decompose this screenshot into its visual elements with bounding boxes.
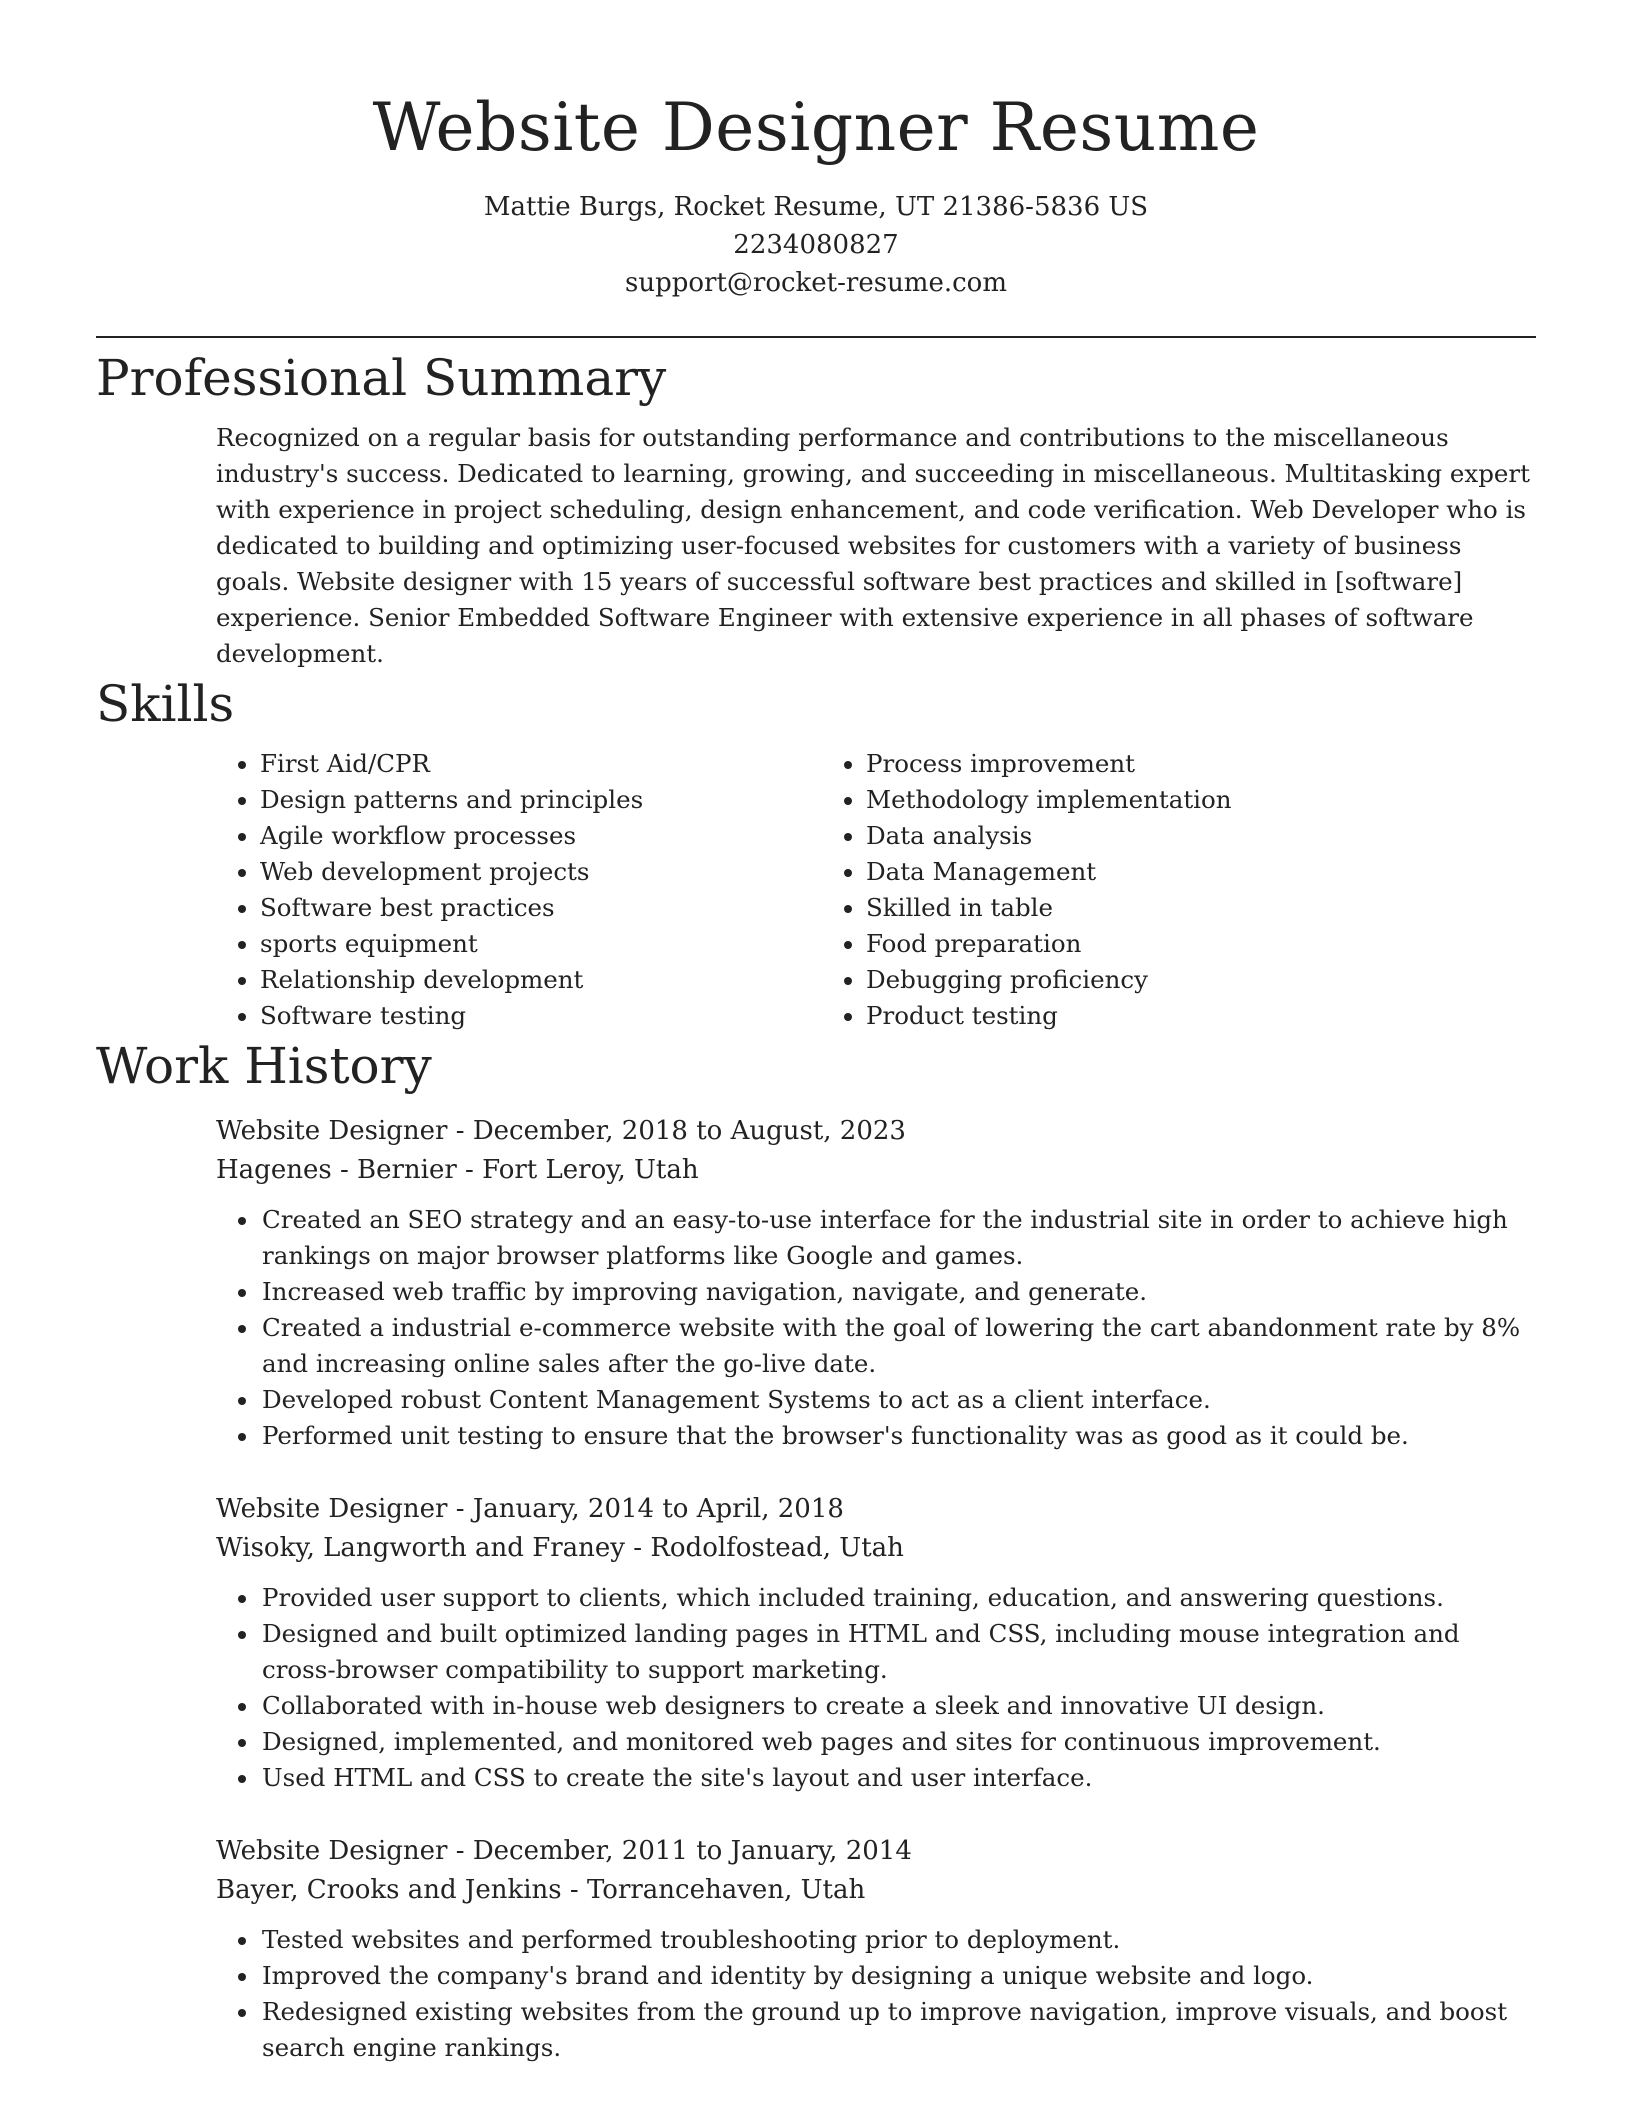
job-bullet: • Performed unit testing to ensure that the browser's functionality was as good as it could be. (260, 1418, 1536, 1454)
skill-item: • Process improvement (866, 746, 1522, 782)
job-title: Website Designer (216, 1836, 448, 1866)
job-company-line (216, 1871, 1536, 1910)
job-bullets (216, 1922, 1536, 2066)
job-bullet: • Developed robust Content Management Systems to act as a client interface. (260, 1382, 1536, 1418)
job-location: - Torrancehaven, Utah (561, 1875, 866, 1905)
job-dates: - January, 2014 to April, 2018 (447, 1494, 844, 1524)
job-dates: - December, 2018 to August, 2023 (447, 1116, 906, 1146)
skill-item: • Relationship development (260, 962, 822, 998)
skills-column-left (216, 746, 822, 1034)
job-company: Wisoky, Langworth and Franey (216, 1533, 625, 1563)
resume-page (96, 0, 1536, 2066)
summary-text: Recognized on a regular basis for outstanding performance and contributions to the miscellaneous industry's success. Dedicated to learning, growing, and succeeding in miscellaneous. Multitasking expert with experience in project scheduling, design enhancement, and code verification. Web Developer who is dedicated to building and optimizing user-focused websites for customers with a variety of business goals. Website designer with 15 years of successful software best practices and skilled in [software] experience. Senior Embedded Software Engineer with extensive experience in all phases of software development. (216, 423, 1530, 668)
contact-address: Mattie Burgs, Rocket Resume, UT 21386-5836 US (483, 192, 1149, 222)
skill-item: • Food preparation (866, 926, 1522, 962)
skill-item: • Product testing (866, 998, 1522, 1034)
job-bullets (216, 1580, 1536, 1796)
header-divider (96, 336, 1536, 338)
skill-item: • Software testing (260, 998, 822, 1034)
job-company: Hagenes - Bernier (216, 1155, 457, 1185)
job-bullet: • Used HTML and CSS to create the site's layout and user interface. (260, 1760, 1536, 1796)
skills-column-right (822, 746, 1522, 1034)
skill-item: • Methodology implementation (866, 782, 1522, 818)
contact-info (96, 188, 1536, 302)
job-title-line (216, 1490, 1536, 1529)
job-title-line (216, 1112, 1536, 1151)
job-bullet: • Tested websites and performed troubleshooting prior to deployment. (260, 1922, 1536, 1958)
contact-email: support@rocket-resume.com (624, 268, 1007, 298)
skill-item: • Debugging proficiency (866, 962, 1522, 998)
skills-heading: Skills (96, 675, 235, 733)
contact-phone: 2234080827 (733, 230, 899, 260)
skill-item: • Data Management (866, 854, 1522, 890)
job-location: - Fort Leroy, Utah (456, 1155, 699, 1185)
job-bullet: • Created a industrial e-commerce website with the goal of lowering the cart abandonment rate by 8% and increasing online sales after the go-live date. (260, 1310, 1536, 1382)
job-entry (216, 1832, 1536, 2066)
work-history-heading: Work History (96, 1037, 432, 1095)
job-company-line (216, 1529, 1536, 1568)
job-bullet: • Designed and built optimized landing pages in HTML and CSS, including mouse integration and cross-browser compatibility to support marketing. (260, 1616, 1536, 1688)
skill-item: • Web development projects (260, 854, 822, 890)
job-bullets (216, 1202, 1536, 1454)
skill-item: • sports equipment (260, 926, 822, 962)
job-entry (216, 1112, 1536, 1454)
job-bullet: • Provided user support to clients, which included training, education, and answering questions. (260, 1580, 1536, 1616)
resume-title: Website Designer Resume (372, 89, 1260, 166)
job-title: Website Designer (216, 1116, 448, 1146)
job-dates: - December, 2011 to January, 2014 (447, 1836, 912, 1866)
skill-item: • Skilled in table (866, 890, 1522, 926)
job-bullet: • Designed, implemented, and monitored web pages and sites for continuous improvement. (260, 1724, 1536, 1760)
skill-item: • First Aid/CPR (260, 746, 822, 782)
job-bullet: • Redesigned existing websites from the ground up to improve navigation, improve visuals, and boost search engine rankings. (260, 1994, 1536, 2066)
skill-item: • Design patterns and principles (260, 782, 822, 818)
job-bullet: • Collaborated with in-house web designers to create a sleek and innovative UI design. (260, 1688, 1536, 1724)
job-company-line (216, 1151, 1536, 1190)
job-company: Bayer, Crooks and Jenkins (216, 1875, 562, 1905)
job-bullet: • Improved the company's brand and identity by designing a unique website and logo. (260, 1958, 1536, 1994)
skill-item: • Data analysis (866, 818, 1522, 854)
job-title: Website Designer (216, 1494, 448, 1524)
skills-list (216, 746, 1536, 1034)
resume-header (96, 0, 1536, 338)
job-bullet: • Increased web traffic by improving navigation, navigate, and generate. (260, 1274, 1536, 1310)
job-entry (216, 1490, 1536, 1796)
skill-item: • Agile workflow processes (260, 818, 822, 854)
job-location: - Rodolfostead, Utah (625, 1533, 904, 1563)
skill-item: • Software best practices (260, 890, 822, 926)
summary-heading: Professional Summary (96, 349, 667, 407)
job-title-line (216, 1832, 1536, 1871)
job-bullet: • Created an SEO strategy and an easy-to-use interface for the industrial site in order to achieve high rankings on major browser platforms like Google and games. (260, 1202, 1536, 1274)
